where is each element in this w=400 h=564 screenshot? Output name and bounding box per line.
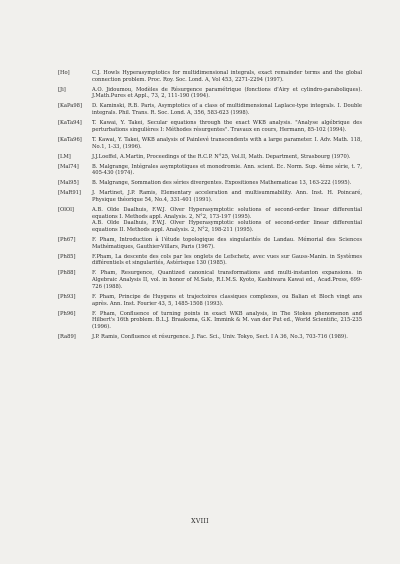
reference-entry — [58, 180, 362, 187]
reference-text: B. Malgrange, Sommation des séries divergentes. Expositiones Mathematicae 13, 163-222 (1995). — [92, 180, 352, 187]
reference-entry — [58, 154, 362, 161]
reference-entry — [58, 237, 362, 250]
reference-entry — [58, 270, 362, 290]
reference-entry — [58, 137, 362, 150]
reference-text: F. Pham, Resurgence, Quantized canonical transformations and multi-instanton expansions. in Algebraic Analysis II, vol. in honor of M.Sato, R.I.M.S. Kyoto, Kashiwara Kawai ed., Acad.Press, 699-726 (1988). — [92, 270, 362, 290]
reference-text: J. Martinet, J.P. Ramis, Elementary acceleration and multisummability. Ann. Inst. H. Poincaré, Physique théorique 54, No.4, 331-401 (1991). — [92, 190, 362, 203]
reference-entry — [58, 334, 362, 341]
reference-entry — [58, 207, 362, 234]
reference-text: A.B. Olde Daalhuis, F.W.J. Olver Hyperasymptotic solutions of second-order linear differential equations I. Methods appl. Analysis. 2, N°2, 173-197 (1995). — [92, 206, 362, 220]
reference-key: [Mal95] — [58, 180, 79, 187]
reference-text: B. Malgrange, Intégrales asymptotiques et monodromie. Ann. scient. Ec. Norm. Sup. 4ème série, t. 7, 405-430 (1974). — [92, 163, 362, 177]
reference-text: T. Kawai, Y. Takei, WKB analysis of Painlevé transcendents with a large parameter. I. Adv. Math. 118, No.1, 1-33, (1996). — [92, 136, 362, 150]
reference-key: [Ph88] — [58, 270, 76, 277]
reference-key: [Ph85] — [58, 253, 76, 260]
reference-key: [KaTa96] — [58, 136, 82, 143]
reference-text: A.O. Jidoumou, Modèles de Résurgence paramétrique (fonctions d'Airy et cylindro-paraboliques). J.Math.Pures et Appl., 73, 2, 111-190 (1994). — [92, 86, 362, 100]
reference-key: [MaR91] — [58, 190, 81, 197]
reference-text: F. Pham, Confluence of turning points in exact WKB analysis, in The Stokes phenomenon and Hilbert's 16th problem. B.L.J. Braaksma, G.K. Immink & M. van der Put ed., World Scientific, 215-235 (1996). — [92, 310, 362, 330]
reference-key: [Ph96] — [58, 310, 76, 317]
reference-entry — [58, 120, 362, 133]
reference-entry — [58, 164, 362, 177]
reference-key: [Mal74] — [58, 163, 79, 170]
reference-entry — [58, 254, 362, 267]
reference-key: [LM] — [58, 153, 71, 160]
reference-entry — [58, 190, 362, 203]
reference-key: [Ra89] — [58, 333, 76, 340]
reference-text: T. Kawai, Y. Takei, Secular equations through the exact WKB analysis. "Analyse algébrique des perturbations singulières I: Méthodes résurgentes". Travaux en cours, Hermann, 85-102 (1994). — [92, 120, 362, 133]
reference-entry — [58, 103, 362, 116]
reference-text: J.P. Ramis, Confluence et résurgence. J. Fac. Sci., Univ. Tokyo, Sect. I A 36, No.3, 703-716 (1989). — [92, 333, 348, 340]
reference-key: [OlOl] — [58, 206, 74, 213]
reference-entry — [58, 311, 362, 331]
reference-key: [Ph93] — [58, 293, 76, 300]
reference-text: F. Pham, Introduction à l'étude topologique des singularités de Landau. Mémorial des Sciences Mathématiques, Gauthier-Villars, Paris (1967). — [92, 237, 362, 250]
reference-text-continued: A.B. Olde Daalhuis, F.W.J. Olver Hyperasymptotic solutions of second-order linear differential equations II. Methods appl. Analysis. 2, N°2, 198-211 (1995). — [92, 220, 362, 234]
reference-key: [Ho] — [58, 70, 70, 76]
reference-entry — [58, 70, 362, 83]
reference-text: F.Pham, La descente des cols par les onglets de Lefschetz, avec vues sur Gauss-Manin. in Systèmes différentiels et singularités, Astérisque 130 (1985). — [92, 253, 362, 267]
reference-text: D. Kaminski, R.B. Paris, Asymptotics of a class of multidimensional Laplace-type integrals. I. Double integrals. Phil. Trans. R. Soc. Lond. A, 356, 583-623 (1998). — [92, 103, 362, 117]
reference-entry — [58, 294, 362, 307]
reference-key: [KaPa98] — [58, 103, 82, 110]
reference-text: J.J.Loeffel, A.Martin, Proceedings of the R.C.P. N°25, Vol.II, Math. Department, Strasbourg (1970). — [92, 153, 351, 160]
reference-key: [Ph67] — [58, 237, 76, 244]
reference-list — [58, 70, 362, 344]
page-number: XVIII — [191, 518, 209, 525]
reference-text: F. Pham, Principe de Huygens et trajectoires classiques complexes, ou Balian et Bloch vingt ans après. Ann. Inst. Fourier 43, 5, 1485-1508 (1993). — [92, 293, 362, 307]
reference-text: C.J. Howls Hyperasymptotics for multidimensional integrals, exact remainder terms and the global connection problem. Proc. Roy. Soc. Lond. A, Vol 453, 2271-2294 (1997). — [92, 70, 362, 83]
reference-key: [Ji] — [58, 86, 66, 93]
reference-key: [KaTa94] — [58, 120, 82, 127]
reference-entry — [58, 87, 362, 100]
